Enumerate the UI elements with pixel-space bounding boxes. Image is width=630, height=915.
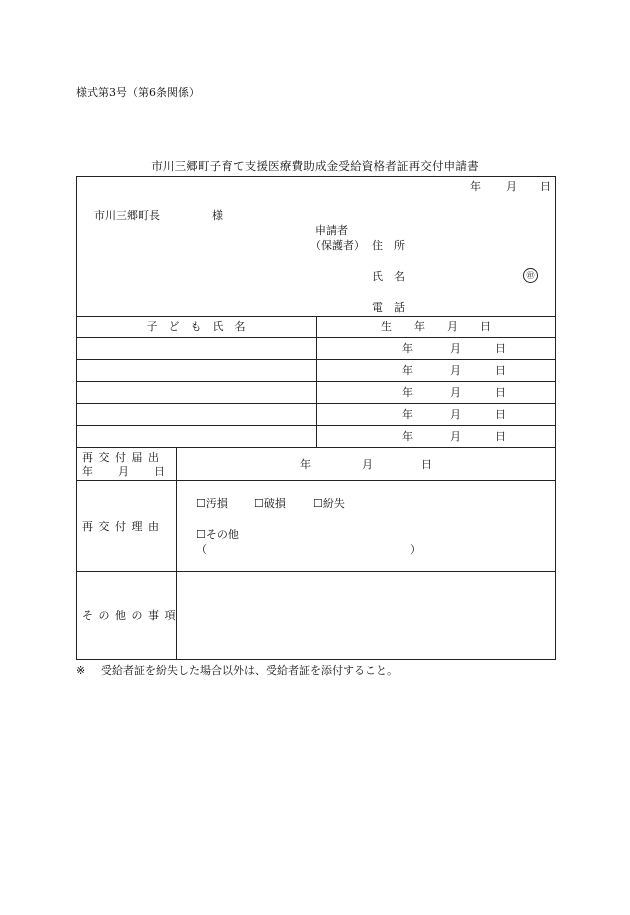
child-row-5-month: 月	[450, 430, 461, 443]
reissue-date-day: 日	[421, 458, 432, 471]
child-row-4-month: 月	[450, 408, 461, 421]
reason-option-damage[interactable]: ☐破損	[254, 497, 286, 510]
reissue-date-year: 年	[300, 458, 311, 471]
phone-label: 電 話	[372, 301, 405, 314]
divider-reason-bottom	[76, 571, 556, 572]
reissue-date-month: 月	[362, 458, 373, 471]
date-month: 月	[506, 180, 517, 193]
reissue-date-label-line1: 再 交 付 届 出	[82, 451, 160, 464]
child-row-3-month: 月	[450, 386, 461, 399]
child-row-2-year: 年	[402, 364, 413, 377]
reason-option-loss[interactable]: ☐紛失	[313, 497, 345, 510]
date-day: 日	[540, 180, 551, 193]
address-label: 住 所	[372, 239, 405, 252]
reason-other-paren-open: （	[196, 543, 207, 556]
document-title: 市川三郷町子育て支援医療費助成金受給資格者証再交付申請書	[151, 159, 479, 173]
child-row-4-day: 日	[495, 408, 506, 421]
reason-other-paren-close: ）	[410, 543, 421, 556]
guardian-label: （保護者）	[310, 239, 365, 252]
child-row-5-day: 日	[495, 430, 506, 443]
footnote-mark: ※	[76, 664, 86, 677]
date-year: 年	[470, 180, 481, 193]
reason-option-other[interactable]: ☐その他	[196, 528, 239, 541]
addressee: 市川三郷町長	[94, 209, 160, 222]
reissue-date-label-line2: 年 月 日	[82, 465, 166, 478]
child-row-2-month: 月	[450, 364, 461, 377]
divider-label-column	[176, 447, 177, 660]
child-row-3-year: 年	[402, 386, 413, 399]
child-row-1-year: 年	[402, 342, 413, 355]
child-row-3-day: 日	[495, 386, 506, 399]
other-matters-label: そ の 他 の 事 項	[82, 609, 177, 622]
col-child-name: 子 ど も 氏 名	[146, 320, 246, 333]
reason-label: 再 交 付 理 由	[82, 520, 160, 533]
reason-option-stain[interactable]: ☐汚損	[196, 497, 228, 510]
child-row-2-day: 日	[495, 364, 506, 377]
child-row-1-day: 日	[495, 342, 506, 355]
divider-reissue-date-bottom	[76, 480, 556, 481]
divider-children-column	[316, 316, 317, 447]
seal-icon: ㊞	[523, 268, 538, 283]
footnote-text: 受給者証を紛失した場合以外は、受給者証を添付すること。	[101, 664, 398, 677]
child-row-4-year: 年	[402, 408, 413, 421]
applicant-label: 申請者	[315, 224, 348, 237]
divider-children-bottom	[76, 447, 556, 448]
child-row-1-month: 月	[450, 342, 461, 355]
name-label: 氏 名	[372, 270, 405, 283]
addressee-honorific: 様	[212, 209, 223, 222]
child-row-5-year: 年	[402, 430, 413, 443]
form-label: 様式第3号（第6条関係）	[76, 86, 200, 99]
col-birth-date: 生 年 月 日	[381, 320, 491, 333]
